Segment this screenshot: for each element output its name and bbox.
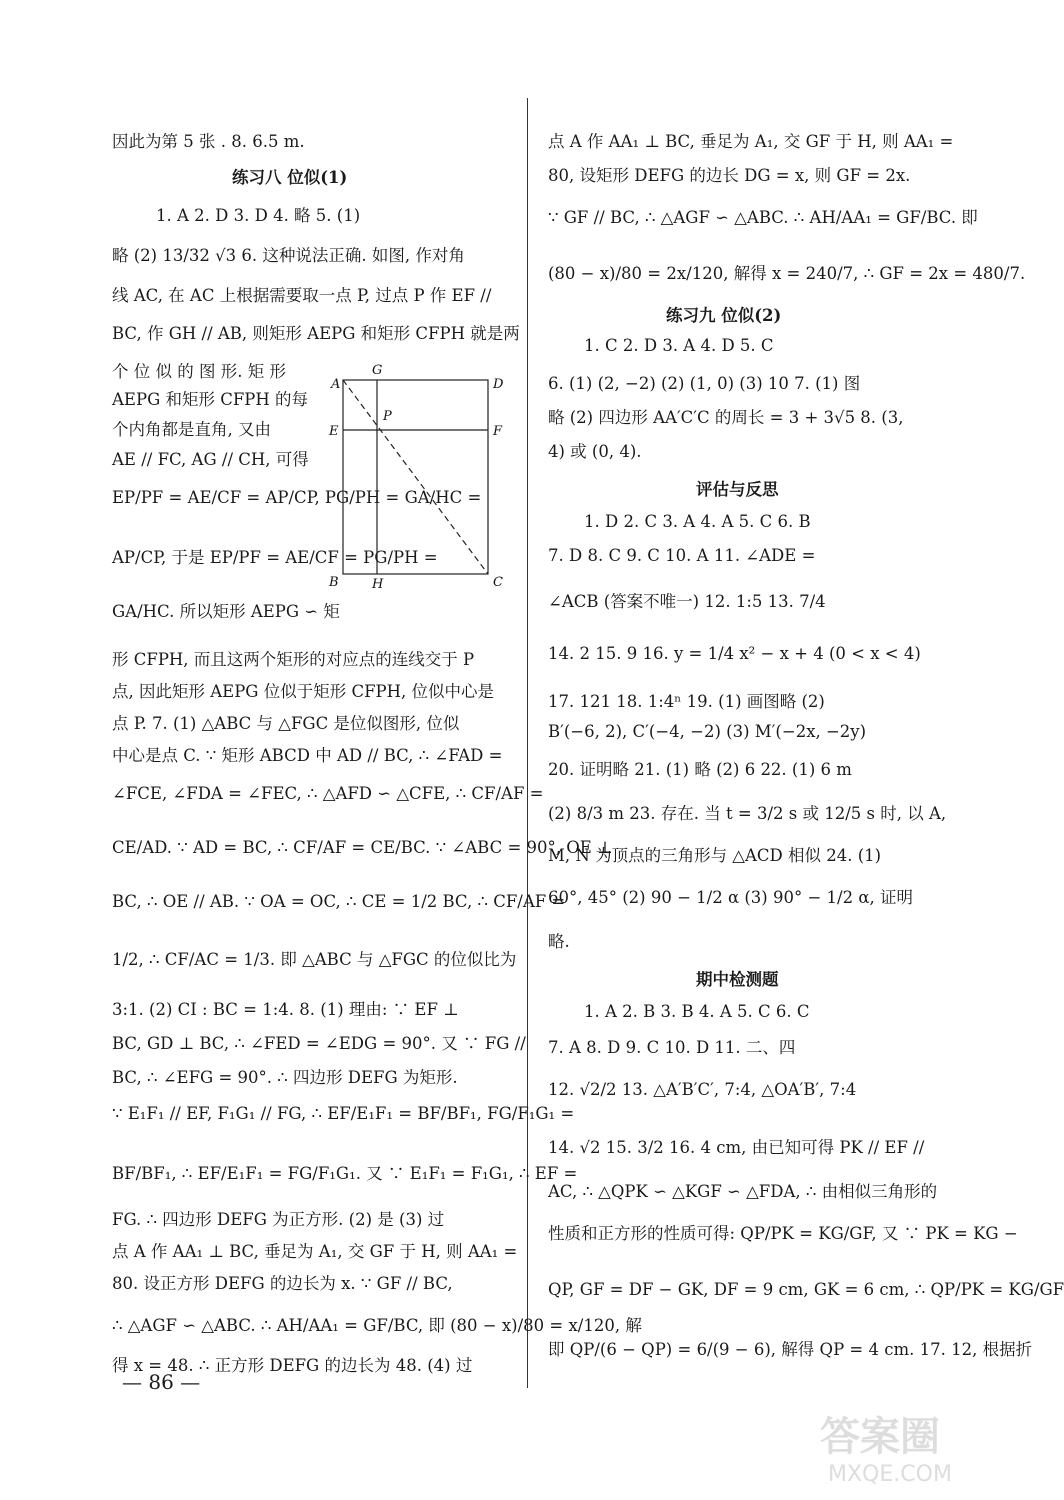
text-line: 即 QP/(6 − QP) = 6/(9 − 6), 解得 QP = 4 cm. 17. 12, 根据折 (548, 1340, 1033, 1359)
point-label: D (493, 377, 504, 392)
point-label: G (372, 363, 383, 378)
text-line: 得 x = 48. ∴ 正方形 DEFG 的边长为 48. (4) 过 (112, 1356, 473, 1375)
text-line: ∵ GF // BC, ∴ △AGF ∽ △ABC. ∴ AH/AA₁ = GF/BC. 即 (548, 208, 978, 227)
page-number: — 86 — (122, 1370, 201, 1394)
rectangle-figure (325, 360, 515, 590)
text-line: AEPG 和矩形 CFPH 的每 (112, 390, 309, 409)
text-line: ∠ACB (答案不唯一) 12. 1:5 13. 7/4 (548, 592, 826, 611)
text-line: CE/AD. ∵ AD = BC, ∴ CF/AF = CE/BC. ∵ ∠ABC = 90°, OE ⊥ (112, 838, 613, 857)
watermark-logo: 答案圈 (820, 1413, 940, 1460)
text-line: 1. C 2. D 3. A 4. D 5. C (584, 336, 774, 355)
text-line: 14. √2 15. 3/2 16. 4 cm, 由已知可得 PK // EF // (548, 1138, 925, 1157)
text-line: 个 位 似 的 图 形. 矩 形 (112, 362, 286, 381)
point-label: P (383, 409, 392, 424)
section-title-exercise-8: 练习八 位似(1) (232, 168, 348, 187)
text-line: AE // FC, AG // CH, 可得 (112, 450, 309, 469)
text-line: 1. D 2. C 3. A 4. A 5. C 6. B (584, 512, 811, 531)
text-line: BC, ∴ ∠EFG = 90°. ∴ 四边形 DEFG 为矩形. (112, 1068, 458, 1087)
text-line: 4) 或 (0, 4). (548, 442, 642, 461)
point-label: E (329, 424, 339, 439)
text-line: 3:1. (2) CI : BC = 1:4. 8. (1) 理由: ∵ EF ⊥ (112, 1000, 459, 1019)
text-line: ∠FCE, ∠FDA = ∠FEC, ∴ △AFD ∽ △CFE, ∴ CF/AF = (112, 784, 544, 803)
text-line: 点 P. 7. (1) △ABC 与 △FGC 是位似图形, 位似 (112, 714, 460, 733)
text-line: 14. 2 15. 9 16. y = 1/4 x² − x + 4 (0 < x < 4) (548, 644, 921, 663)
text-line: BF/BF₁, ∴ EF/E₁F₁ = FG/F₁G₁. 又 ∵ E₁F₁ = F₁G₁, ∴ EF = (112, 1164, 578, 1183)
text-line: BC, GD ⊥ BC, ∴ ∠FED = ∠EDG = 90°. 又 ∵ FG // (112, 1034, 526, 1053)
section-title-evaluation: 评估与反思 (696, 480, 779, 499)
point-label: F (493, 424, 503, 439)
text-line: 12. √2/2 13. △A′B′C′, 7:4, △OA′B′, 7:4 (548, 1080, 857, 1099)
point-label: B (329, 575, 339, 590)
text-line: GA/HC. 所以矩形 AEPG ∽ 矩 (112, 602, 340, 621)
text-line: 7. D 8. C 9. C 10. A 11. ∠ADE = (548, 546, 816, 565)
column-divider (527, 98, 528, 1388)
text-line: 点, 因此矩形 AEPG 位似于矩形 CFPH, 位似中心是 (112, 682, 495, 701)
text-line: 60°, 45° (2) 90 − 1/2 α (3) 90° − 1/2 α, 证明 (548, 888, 913, 907)
text-line: (2) 8/3 m 23. 存在. 当 t = 3/2 s 或 12/5 s 时, 以 A, (548, 804, 947, 823)
point-label: A (331, 377, 341, 392)
text-line: 个内角都是直角, 又由 (112, 420, 271, 439)
text-line: 20. 证明略 21. (1) 略 (2) 6 22. (1) 6 m (548, 760, 852, 779)
diagonal-ac (343, 380, 488, 574)
text-line: 因此为第 5 张 . 8. 6.5 m. (112, 132, 305, 151)
text-line: 1. A 2. B 3. B 4. A 5. C 6. C (584, 1002, 810, 1021)
text-line: 形 CFPH, 而且这两个矩形的对应点的连线交于 P (112, 650, 475, 669)
text-line: BC, ∴ OE // AB. ∵ OA = OC, ∴ CE = 1/2 BC, ∴ CF/AF = (112, 892, 566, 911)
text-line: AP/CP, 于是 EP/PF = AE/CF = PG/PH = (112, 548, 438, 567)
text-line: 中心是点 C. ∵ 矩形 ABCD 中 AD // BC, ∴ ∠FAD = (112, 746, 503, 765)
text-line: 6. (1) (2, −2) (2) (1, 0) (3) 10 7. (1) 图 (548, 374, 861, 393)
text-line: 1/2, ∴ CF/AC = 1/3. 即 △ABC 与 △FGC 的位似比为 (112, 950, 517, 969)
text-line: ∵ E₁F₁ // EF, F₁G₁ // FG, ∴ EF/E₁F₁ = BF/BF₁, FG/F₁G₁ = (112, 1104, 575, 1123)
text-line: 点 A 作 AA₁ ⊥ BC, 垂足为 A₁, 交 GF 于 H, 则 AA₁ = (112, 1242, 518, 1261)
point-label: H (372, 577, 384, 592)
text-line: FG. ∴ 四边形 DEFG 为正方形. (2) 是 (3) 过 (112, 1210, 445, 1229)
text-line: 略. (548, 932, 570, 951)
text-line: 略 (2) 13/32 √3 6. 这种说法正确. 如图, 作对角 (112, 246, 465, 265)
point-label: C (493, 575, 503, 590)
text-line: EP/PF = AE/CF = AP/CP, PG/PH = GA/HC = (112, 488, 482, 507)
section-title-midterm: 期中检测题 (696, 970, 779, 989)
text-line: QP, GF = DF − GK, DF = 9 cm, GK = 6 cm, ∴ QP/PK = KG/GF (548, 1280, 1064, 1299)
text-line: 性质和正方形的性质可得: QP/PK = KG/GF, 又 ∵ PK = KG − (548, 1224, 1018, 1243)
text-line: (80 − x)/80 = 2x/120, 解得 x = 240/7, ∴ GF = 2x = 480/7. (548, 264, 1026, 283)
text-line: 1. A 2. D 3. D 4. 略 5. (1) (156, 206, 361, 225)
text-line: 80, 设矩形 DEFG 的边长 DG = x, 则 GF = 2x. (548, 166, 911, 185)
watermark-url: MXQE.COM (828, 1462, 952, 1487)
text-line: M, N 为顶点的三角形与 △ACD 相似 24. (1) (548, 846, 882, 865)
text-line: ∴ △AGF ∽ △ABC. ∴ AH/AA₁ = GF/BC, 即 (80 − x)/80 = x/120, 解 (112, 1316, 642, 1335)
text-line: 7. A 8. D 9. C 10. D 11. 二、四 (548, 1038, 796, 1057)
text-line: AC, ∴ △QPK ∽ △KGF ∽ △FDA, ∴ 由相似三角形的 (548, 1182, 938, 1201)
section-title-exercise-9: 练习九 位似(2) (666, 306, 782, 325)
text-line: 80. 设正方形 DEFG 的边长为 x. ∵ GF // BC, (112, 1274, 453, 1293)
text-line: 点 A 作 AA₁ ⊥ BC, 垂足为 A₁, 交 GF 于 H, 则 AA₁ = (548, 132, 954, 151)
text-line: 17. 121 18. 1:4ⁿ 19. (1) 画图略 (2) (548, 692, 825, 711)
text-line: BC, 作 GH // AB, 则矩形 AEPG 和矩形 CFPH 就是两 (112, 324, 520, 343)
text-line: 略 (2) 四边形 AA′C′C 的周长 = 3 + 3√5 8. (3, (548, 408, 904, 427)
text-line: B′(−6, 2), C′(−4, −2) (3) M′(−2x, −2y) (548, 722, 867, 741)
text-line: 线 AC, 在 AC 上根据需要取一点 P, 过点 P 作 EF // (112, 286, 492, 305)
